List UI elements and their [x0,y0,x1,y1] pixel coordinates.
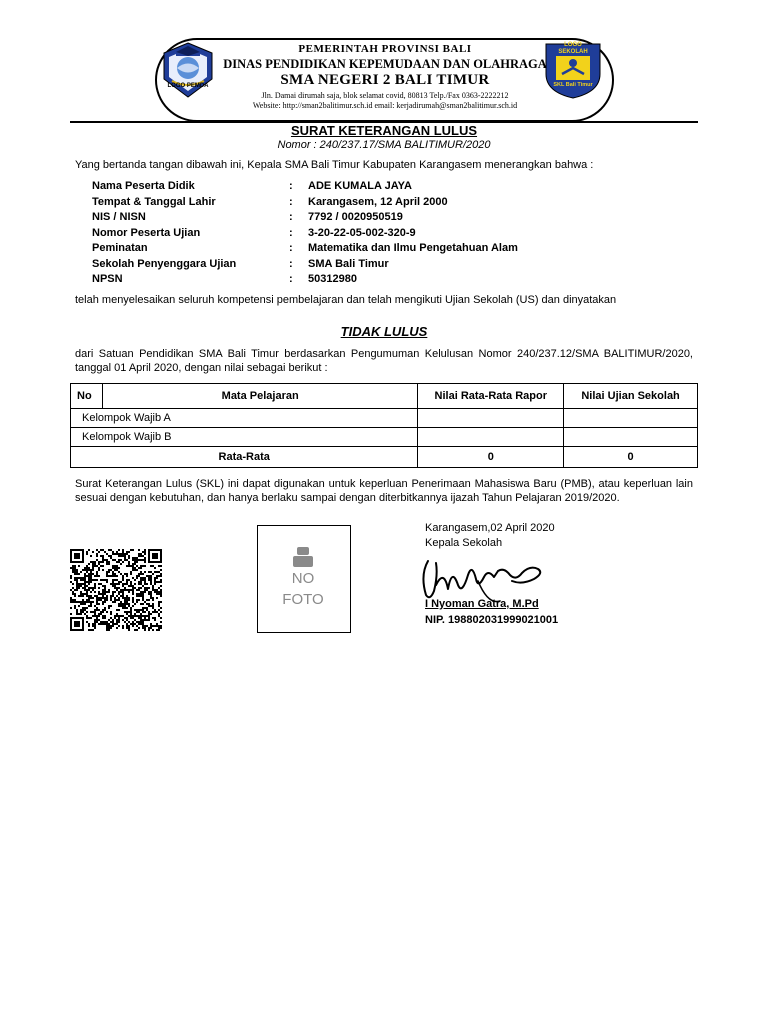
document-title: SURAT KETERANGAN LULUS [290,123,478,138]
table-header-row [71,384,698,409]
school-logo-label-bottom: SKL Bali Timur [553,82,593,88]
detail-value-school: SMA Bali Timur [308,258,389,270]
pemda-logo-label: LOGO PEMDA [167,83,209,89]
detail-label-name: Nama Peserta Didik [92,180,195,192]
detail-label-major: Peminatan [92,242,148,254]
letterhead-government: PEMERINTAH PROVINSI BALI [298,43,472,55]
detail-colon: : [289,227,293,239]
intro-text: Yang bertanda tangan dibawah ini, Kepala SMA Bali Timur Kabupaten Karangasem menerangkan bahwa : [75,159,594,171]
header-subject: Mata Pelajaran [102,384,417,409]
table-row [71,428,698,447]
table-average-row [71,447,698,468]
detail-colon: : [289,273,293,285]
detail-label-exam-number: Nomor Peserta Ujian [92,227,201,239]
usage-text: Surat Keterangan Lulus (SKL) ini dapat digunakan untuk keperluan Penerimaan Mahasiswa Baru (PMB), atau keperluan lain sesuai dengan kebutuhan, dan hanya berlaku sampai dengan diterbitkannya ijazah Tahun Pelajaran 2019/2020. [75,478,693,504]
qr-code-icon [70,549,162,631]
photo-placeholder-text-foto: FOTO [282,591,324,608]
signer-name: I Nyoman Gatra, M.Pd [425,598,539,610]
detail-label-nis: NIS / NISN [92,211,146,223]
letterhead-address: Jln. Damai dirumah saja, blok selamat covid, 80813 Telp./Fax 0363-2222212 [261,91,509,100]
report-cell [418,409,564,428]
average-exam: 0 [564,447,698,468]
report-cell [418,428,564,447]
school-logo-label-top: LOGO [564,42,582,48]
signature-position: Kepala Sekolah [425,537,503,549]
signature-place-date: Karangasem,02 April 2020 [425,522,555,534]
detail-colon: : [289,211,293,223]
grades-table [70,383,698,468]
detail-value-exam-number: 3-20-22-05-002-320-9 [308,227,416,239]
signer-nip: NIP. 198802031999021001 [425,614,559,626]
detail-label-npsn: NPSN [92,273,123,285]
person-icon [291,547,315,567]
subject-cell: Kelompok Wajib A [71,409,418,428]
letterhead-website: Website: http://sman2balitimur.sch.id email: kerjadirumah@sman2balitimur.sch.id [252,101,518,110]
subject-cell: Kelompok Wajib B [71,428,418,447]
detail-colon: : [289,242,293,254]
detail-colon: : [289,180,293,192]
detail-value-major: Matematika dan Ilmu Pengetahuan Alam [308,242,518,254]
detail-value-nis: 7792 / 0020950519 [308,211,403,223]
document-number: Nomor : 240/237.17/SMA BALITIMUR/2020 [277,139,491,151]
exam-cell [564,428,698,447]
header-exam-score: Nilai Ujian Sekolah [564,384,698,409]
detail-label-school: Sekolah Penyenggara Ujian [92,258,237,270]
detail-colon: : [289,196,293,208]
photo-placeholder-text-no: NO [291,570,315,587]
detail-value-npsn: 50312980 [308,273,357,285]
detail-value-name: ADE KUMALA JAYA [308,180,412,192]
header-no: No [71,384,103,409]
header-report-average: Nilai Rata-Rata Rapor [418,384,564,409]
letterhead-department: DINAS PENDIDIKAN KEPEMUDAAN DAN OLAHRAGA [223,57,547,71]
average-label: Rata-Rata [71,447,418,468]
pemda-logo-icon [160,41,216,101]
detail-value-birth: Karangasem, 12 April 2000 [308,196,448,208]
school-logo-label-mid: SEKOLAH [558,49,588,55]
letterhead-school-name: SMA NEGERI 2 BALI TIMUR [280,72,490,88]
completion-text: telah menyelesaikan seluruh kompetensi pembelajaran dan telah mengikuti Ujian Sekolah (US) dan dinyatakan [75,294,617,306]
average-report: 0 [418,447,564,468]
basis-text: dari Satuan Pendidikan SMA Bali Timur berdasarkan Pengumuman Kelulusan Nomor 240/237.12/SMA BALITIMUR/2020, tanggal 01 April 2020, dengan nilai sebagai berikut : [75,348,693,374]
graduation-status: TIDAK LULUS [340,324,428,339]
table-row [71,409,698,428]
exam-cell [564,409,698,428]
detail-label-birth: Tempat & Tanggal Lahir [92,196,216,208]
detail-colon: : [289,258,293,270]
